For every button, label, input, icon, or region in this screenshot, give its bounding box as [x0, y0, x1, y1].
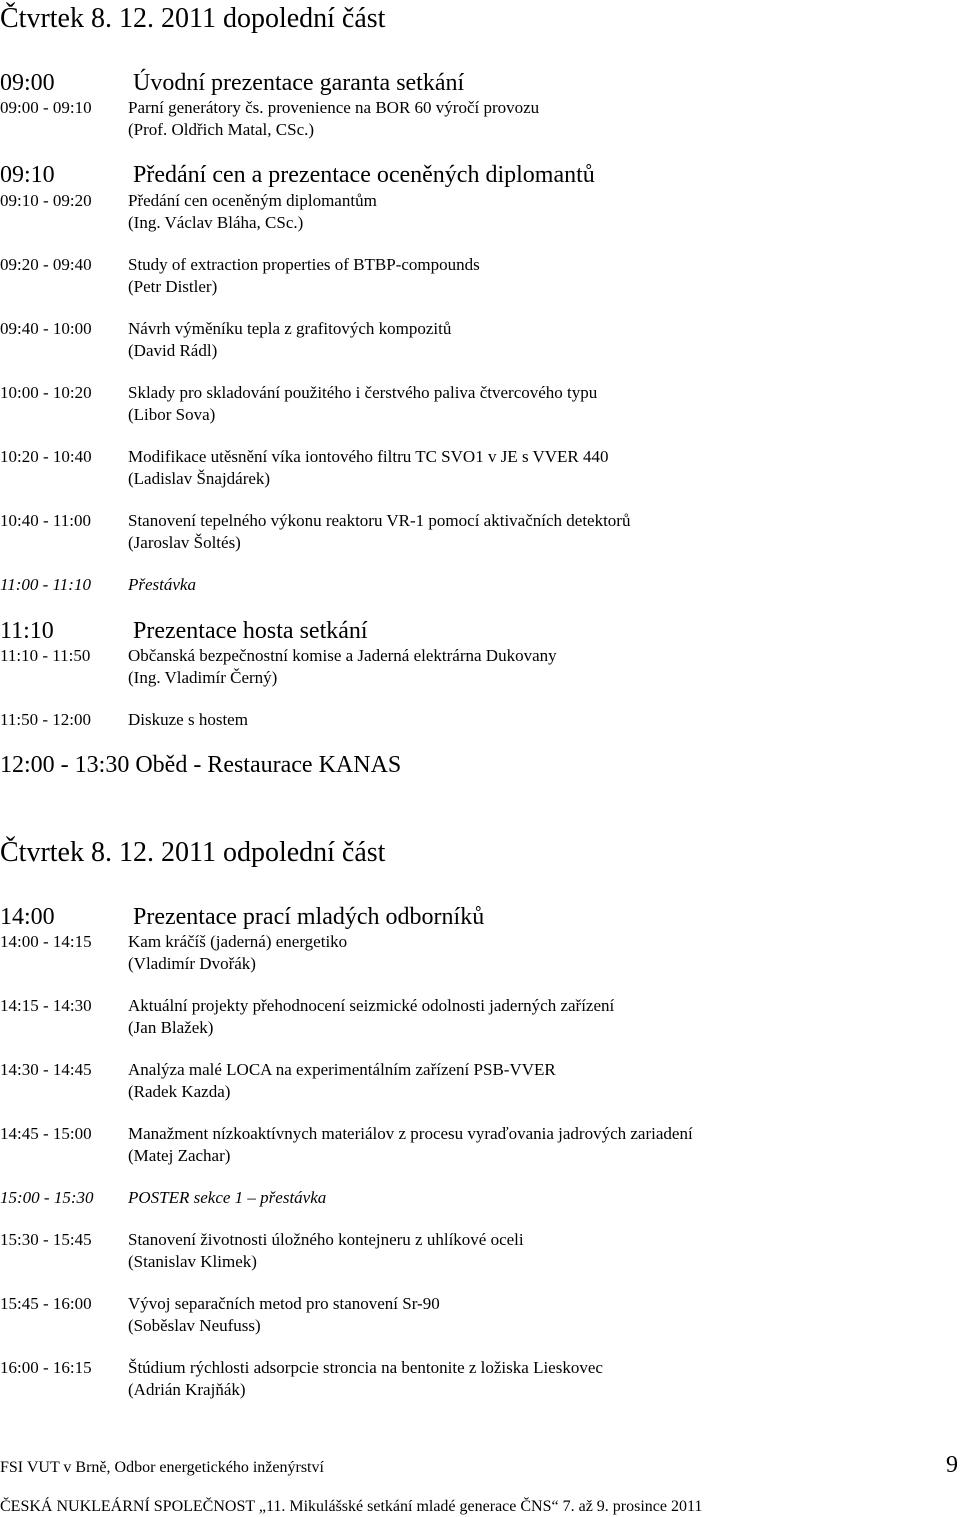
item-time: 10:20 - 10:40 [0, 447, 92, 466]
poster-time: 15:00 - 15:30 [0, 1188, 94, 1207]
footer-institution: FSI VUT v Brně, Odbor energetického inženýrství [0, 1459, 324, 1476]
item-time: 15:45 - 16:00 [0, 1294, 92, 1313]
block-time: 09:00 [0, 70, 55, 96]
poster-title: POSTER sekce 1 – přestávka [128, 1188, 327, 1207]
footer-event: ČESKÁ NUKLEÁRNÍ SPOLEČNOST „11. Mikulášské setkání mladé generace ČNS“ 7. až 9. prosince 2011 [0, 1498, 703, 1515]
afternoon-heading: Čtvrtek 8. 12. 2011 odpolední část [0, 837, 386, 868]
item-speaker: (Soběslav Neufuss) [128, 1316, 261, 1335]
item-speaker: (David Rádl) [128, 341, 218, 360]
break-time: 11:00 - 11:10 [0, 575, 91, 594]
item-title: Manažment nízkoaktívnych materiálov z procesu vyraďovania jadrových zariadení [128, 1124, 693, 1143]
block-time: 14:00 [0, 904, 55, 930]
morning-heading: Čtvrtek 8. 12. 2011 dopolední část [0, 3, 386, 34]
item-time: 09:40 - 10:00 [0, 319, 92, 338]
item-time: 14:15 - 14:30 [0, 996, 92, 1015]
item-time: 09:10 - 09:20 [0, 191, 92, 210]
item-title: Study of extraction properties of BTBP-compounds [128, 255, 480, 274]
item-title: Stanovení životnosti úložného kontejneru z uhlíkové oceli [128, 1230, 524, 1249]
item-title: Modifikace utěsnění víka iontového filtru TC SVO1 v JE s VVER 440 [128, 447, 609, 466]
item-speaker: (Petr Distler) [128, 277, 218, 296]
item-time: 14:00 - 14:15 [0, 932, 92, 951]
item-title: Občanská bezpečnostní komise a Jaderná elektrárna Dukovany [128, 646, 557, 665]
item-speaker: (Ladislav Šnajdárek) [128, 469, 271, 488]
item-speaker: (Matej Zachar) [128, 1146, 231, 1165]
item-speaker: (Libor Sova) [128, 405, 216, 424]
item-title: Vývoj separačních metod pro stanovení Sr-90 [128, 1294, 440, 1313]
block-time: 09:10 [0, 162, 55, 188]
break-title: Přestávka [128, 575, 196, 594]
item-speaker: (Ing. Václav Bláha, CSc.) [128, 213, 304, 232]
block-title: Předání cen a prezentace oceněných diplomantů [133, 162, 595, 188]
item-speaker: (Prof. Oldřich Matal, CSc.) [128, 120, 315, 139]
lunch-line: 12:00 - 13:30 Oběd - Restaurace KANAS [0, 752, 402, 778]
item-time: 15:30 - 15:45 [0, 1230, 92, 1249]
item-title: Diskuze s hostem [128, 710, 248, 729]
item-title: Analýza malé LOCA na experimentálním zařízení PSB-VVER [128, 1060, 556, 1079]
item-time: 14:45 - 15:00 [0, 1124, 92, 1143]
item-title: Stanovení tepelného výkonu reaktoru VR-1 pomocí aktivačních detektorů [128, 511, 631, 530]
item-speaker: (Vladimír Dvořák) [128, 954, 256, 973]
item-title: Štúdium rýchlosti adsorpcie stroncia na bentonite z ložiska Lieskovec [128, 1358, 603, 1377]
item-speaker: (Jaroslav Šoltés) [128, 533, 241, 552]
item-time: 16:00 - 16:15 [0, 1358, 92, 1377]
item-speaker: (Stanislav Klimek) [128, 1252, 257, 1271]
item-title: Návrh výměníku tepla z grafitových kompozitů [128, 319, 452, 338]
page-number: 9 [946, 1452, 958, 1478]
item-speaker: (Ing. Vladimír Černý) [128, 668, 278, 687]
block-title: Prezentace prací mladých odborníků [133, 904, 485, 930]
block-title: Prezentace hosta setkání [133, 618, 368, 644]
item-speaker: (Jan Blažek) [128, 1018, 214, 1037]
item-time: 10:40 - 11:00 [0, 511, 91, 530]
item-time: 14:30 - 14:45 [0, 1060, 92, 1079]
item-time: 09:20 - 09:40 [0, 255, 92, 274]
item-time: 11:50 - 12:00 [0, 710, 91, 729]
item-time: 09:00 - 09:10 [0, 98, 92, 117]
item-time: 10:00 - 10:20 [0, 383, 92, 402]
item-time: 11:10 - 11:50 [0, 646, 91, 665]
item-speaker: (Radek Kazda) [128, 1082, 231, 1101]
block-time: 11:10 [0, 618, 54, 644]
block-title: Úvodní prezentace garanta setkání [133, 70, 465, 96]
item-title: Parní generátory čs. provenience na BOR 60 výročí provozu [128, 98, 540, 117]
item-speaker: (Adrián Krajňák) [128, 1380, 246, 1399]
item-title: Předání cen oceněným diplomantům [128, 191, 377, 210]
item-title: Aktuální projekty přehodnocení seizmické odolnosti jaderných zařízení [128, 996, 615, 1015]
item-title: Sklady pro skladování použitého i čerstvého paliva čtvercového typu [128, 383, 598, 402]
item-title: Kam kráčíš (jaderná) energetiko [128, 932, 348, 951]
